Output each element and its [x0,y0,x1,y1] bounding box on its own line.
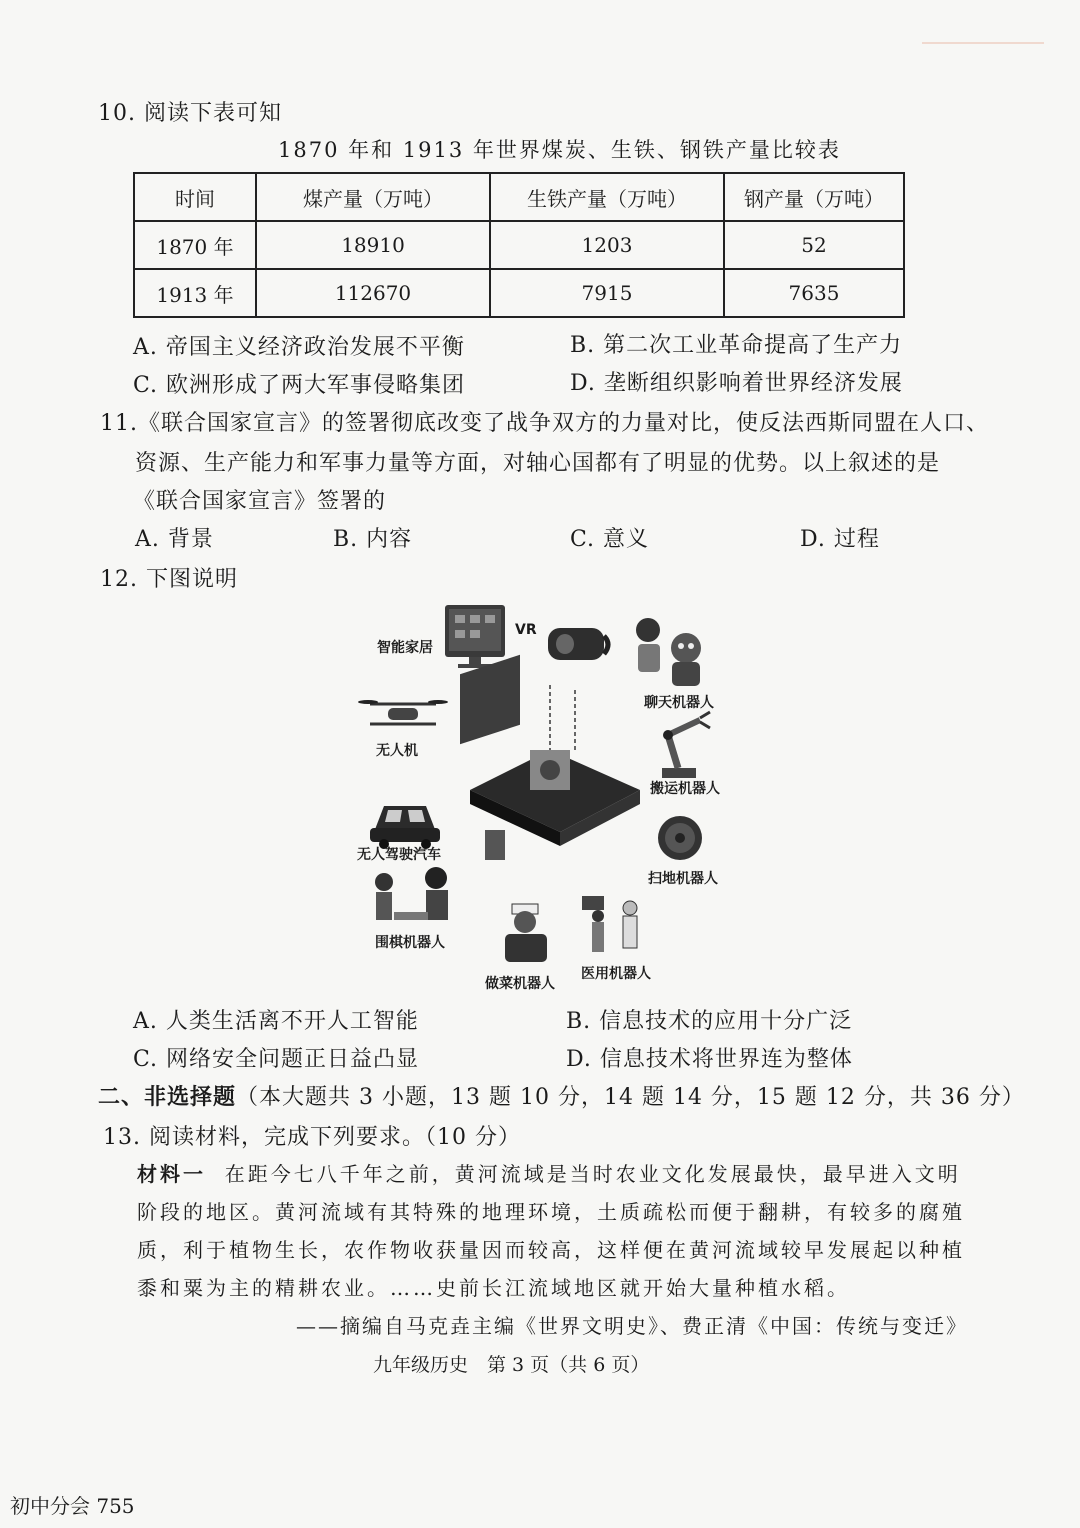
monitor-icon [445,605,505,668]
table-row [134,221,904,269]
ai-applications-figure [350,600,730,995]
material-source: ——摘编自马克垚主编《世界文明史》、费正清《中国：传统与变迁》 [296,1314,968,1338]
go-robot-icon [375,867,448,920]
cooking-robot-icon [505,904,547,962]
q11-option-b: B. 内容 [333,527,413,552]
ai-platform-icon [460,655,640,860]
table-cell: 112670 [256,269,490,317]
table-title: 1870 年和 1913 年世界煤炭、生铁、钢铁产量比较表 [278,138,841,162]
q11-option-a: A. 背景 [135,527,214,552]
vr-headset-icon [548,628,608,660]
scan-mark [922,42,1044,44]
material-line: 质，利于植物生长，农作物收获量因而较高，这样便在黄河流域较早发展起以种植 [137,1238,965,1262]
table-header-row [134,173,904,221]
section-note: （本大题共 3 小题，13 题 10 分，14 题 14 分，15 题 12 分，共 36 分） [236,1085,1025,1110]
table-cell: 52 [724,221,904,269]
q12-option-d: D. 信息技术将世界连为整体 [566,1047,853,1072]
medical-robot-icon [582,896,637,952]
label-medical-robot: 医用机器人 [581,966,651,982]
table-header: 煤产量（万吨） [256,173,490,221]
material-line [137,1158,961,1187]
production-table [133,172,905,318]
q11-line3: 《联合国家宣言》签署的 [133,489,387,514]
q12-option-c: C. 网络安全问题正日益凸显 [133,1047,420,1072]
sweeping-robot-icon [658,816,702,860]
table-cell: 7635 [724,269,904,317]
q12-stem: 12. 下图说明 [100,567,238,592]
q11-option-d: D. 过程 [800,527,880,552]
drone-icon [358,700,448,724]
chat-robot-icon [636,618,701,686]
q13-stem: 13. 阅读材料，完成下列要求。（10 分） [103,1125,521,1150]
label-go-robot: 围棋机器人 [375,935,445,951]
label-chat-robot: 聊天机器人 [644,695,714,711]
table-cell: 1913 年 [134,269,256,317]
q10-option-b: B. 第二次工业革命提高了生产力 [570,333,903,358]
table-header: 生铁产量（万吨） [490,173,724,221]
q10-option-a: A. 帝国主义经济政治发展不平衡 [133,335,465,360]
car-icon [370,806,440,849]
table-header: 时间 [134,173,256,221]
table-header: 钢产量（万吨） [724,173,904,221]
watermark: 初中分会 755 [10,1494,135,1518]
label-drone: 无人机 [376,743,418,759]
q12-option-a: A. 人类生活离不开人工智能 [133,1009,419,1034]
material-label: 材料一 [137,1162,206,1186]
material-line: 阶段的地区。黄河流域有其特殊的地理环境，土质疏松而便于翻耕，有较多的腐殖 [137,1200,965,1224]
q12-option-b: B. 信息技术的应用十分广泛 [566,1009,853,1034]
table-cell: 1203 [490,221,724,269]
label-smart-home: 智能家居 [377,640,433,656]
label-carry-robot: 搬运机器人 [650,781,720,797]
table-cell: 1870 年 [134,221,256,269]
table-cell: 18910 [256,221,490,269]
page-footer: 九年级历史 第 3 页（共 6 页） [373,1354,650,1376]
table-row [134,269,904,317]
section-title: 二、非选择题 [98,1084,237,1110]
robot-arm-icon [662,712,710,778]
label-sweep-robot: 扫地机器人 [648,871,718,887]
label-cook-robot: 做菜机器人 [485,976,555,992]
material-text: 在距今七八千年之前，黄河流域是当时农业文化发展最快，最早进入文明 [224,1162,961,1186]
q11-line1: 11.《联合国家宣言》的签署彻底改变了战争双方的力量对比，使反法西斯同盟在人口、 [100,411,989,436]
section-heading [98,1080,1025,1111]
label-self-driving: 无人驾驶汽车 [357,847,441,863]
material-line: 黍和粟为主的精耕农业。……史前长江流域地区就开始大量种植水稻。 [137,1276,850,1300]
table-cell: 7915 [490,269,724,317]
label-vr: VR [515,622,537,638]
q11-line2: 资源、生产能力和军事力量等方面，对轴心国都有了明显的优势。以上叙述的是 [135,451,941,476]
q10-option-c: C. 欧洲形成了两大军事侵略集团 [133,373,466,398]
q11-option-c: C. 意义 [570,527,650,552]
q10-option-d: D. 垄断组织影响着世界经济发展 [570,371,903,396]
q10-stem: 10. 阅读下表可知 [98,101,282,126]
